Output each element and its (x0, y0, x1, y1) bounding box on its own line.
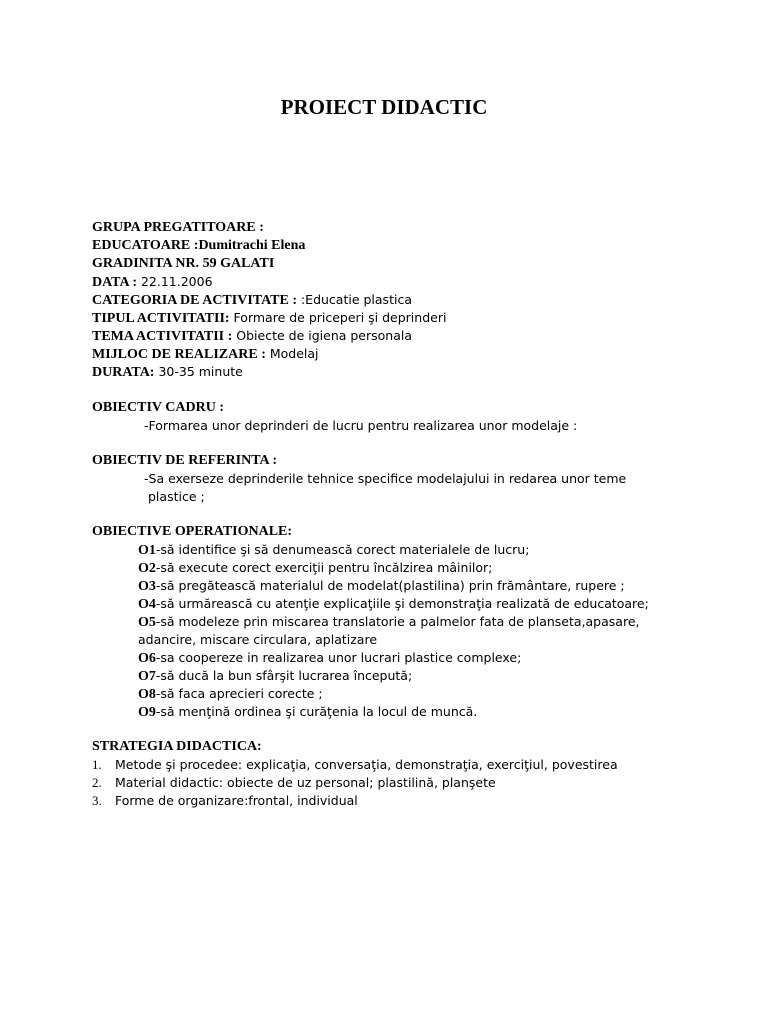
obiectiv-item (138, 649, 521, 668)
obiectiv-text: -să ducă la bun sfârşit lucrarea începută; (155, 668, 413, 683)
obiectiv-item (138, 577, 625, 596)
obiectiv-code: O6 (138, 651, 156, 666)
obiectiv-item (138, 703, 477, 722)
obiective-operationale-label: OBIECTIVE OPERATIONALE: (92, 524, 293, 539)
educatoare-label: EDUCATOARE : (92, 238, 199, 253)
grupa-label: GRUPA PREGATITOARE : (92, 220, 264, 235)
obiectiv-code: O2 (138, 561, 156, 576)
obiectiv-code: O7 (138, 669, 156, 684)
tipul-value: Formare de priceperi şi deprinderi (229, 310, 447, 325)
obiectiv-text: -să pregătească materialul de modelat(plastilina) prin frământare, rupere ; (155, 578, 625, 593)
obiectiv-cadru-label: OBIECTIV CADRU : (92, 400, 224, 415)
mijloc-label: MIJLOC DE REALIZARE : (92, 347, 266, 362)
obiectiv-referinta-line1 (144, 470, 626, 489)
durata-line (92, 363, 243, 382)
obiectiv-text: -să execute corect exerciţii pentru încălzirea mâinilor; (155, 560, 493, 575)
list-number: 2. (92, 775, 102, 790)
strategia-heading (92, 738, 262, 756)
data-label: DATA : (92, 275, 137, 290)
tipul-line (92, 309, 446, 328)
data-value: 22.11.2006 (136, 274, 213, 289)
tipul-label: TIPUL ACTIVITATII: (92, 311, 230, 326)
obiectiv-text: -să urmărească cu atenţie explicaţiile şi demonstraţia realizată de educatoare; (155, 596, 649, 611)
list-number: 3. (92, 793, 102, 808)
obiectiv-code: O3 (138, 579, 156, 594)
list-text: Metode şi procedee: explicaţia, conversaţia, demonstraţia, exerciţiul, povestirea (115, 757, 618, 772)
obiectiv-item (138, 667, 412, 686)
obiectiv-referinta-text2: plastice ; (148, 489, 205, 504)
list-text: Forme de organizare:frontal, individual (115, 793, 358, 808)
durata-label: DURATA: (92, 365, 155, 380)
data-line (92, 273, 213, 292)
categoria-value: :Educatie plastica (296, 292, 412, 307)
categoria-label: CATEGORIA DE ACTIVITATE : (92, 293, 297, 308)
obiectiv-code: O4 (138, 597, 156, 612)
obiectiv-text: -sa coopereze in realizarea unor lucrari plastice complexe; (155, 650, 522, 665)
obiectiv-item (138, 595, 649, 614)
obiectiv-referinta-label: OBIECTIV DE REFERINTA : (92, 453, 278, 468)
obiectiv-item (138, 559, 492, 578)
mijloc-line (92, 345, 319, 364)
educatoare-value: Dumitrachi Elena (198, 238, 306, 253)
obiectiv-text: -să menţină ordinea şi curăţenia la locul de muncă. (155, 704, 478, 719)
categoria-line (92, 291, 412, 310)
obiective-operationale-heading (92, 523, 292, 541)
obiectiv-item (138, 613, 639, 632)
grupa-line (92, 219, 264, 237)
obiectiv-referinta-text1: -Sa exerseze deprinderile tehnice specifice modelajului in redarea unor teme (144, 471, 627, 486)
tema-line (92, 327, 412, 346)
list-number: 1. (92, 757, 102, 772)
obiectiv-cadru-heading (92, 399, 224, 417)
obiectiv-code: O9 (138, 705, 156, 720)
obiectiv-item (138, 685, 323, 704)
educatoare-line (92, 237, 305, 255)
gradinita-line (92, 255, 274, 273)
obiectiv-code: O8 (138, 687, 156, 702)
obiectiv-text: -să faca aprecieri corecte ; (155, 686, 323, 701)
tema-label: TEMA ACTIVITATII : (92, 329, 233, 344)
obiectiv-cadru-value: -Formarea unor deprinderi de lucru pentru realizarea unor modelaje : (144, 418, 578, 433)
obiectiv-item-continuation (138, 631, 377, 650)
obiectiv-text: adancire, miscare circulara, aplatizare (138, 632, 378, 647)
obiectiv-code: O5 (138, 615, 156, 630)
gradinita-label: GRADINITA NR. 59 GALATI (92, 256, 275, 271)
list-text: Material didactic: obiecte de uz personal; plastilină, planşete (115, 775, 496, 790)
tema-value: Obiecte de igiena personala (232, 328, 413, 343)
obiectiv-cadru-text (144, 417, 577, 436)
obiectiv-text: -să modeleze prin miscarea translatorie a palmelor fata de planseta,apasare, (155, 614, 640, 629)
obiectiv-code: O1 (138, 543, 156, 558)
mijloc-value: Modelaj (265, 346, 319, 361)
obiectiv-referinta-line2 (148, 488, 205, 507)
obiectiv-text: -să identifice şi să denumească corect materialele de lucru; (155, 542, 530, 557)
obiectiv-item (138, 541, 529, 560)
strategia-label: STRATEGIA DIDACTICA: (92, 739, 262, 754)
page-title: PROIECT DIDACTIC (280, 95, 488, 119)
obiectiv-referinta-heading (92, 452, 277, 470)
durata-value: 30-35 minute (154, 364, 243, 379)
